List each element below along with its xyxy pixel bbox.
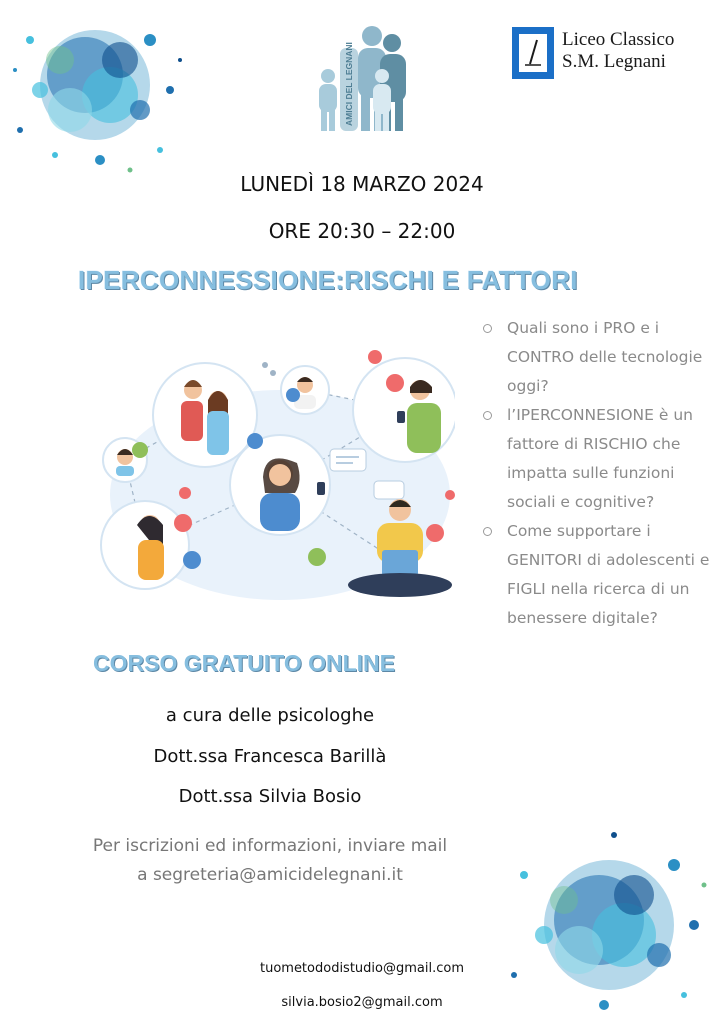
event-date: LUNEDÌ 18 MARZO 2024 (240, 172, 484, 196)
circle-bullet-icon (483, 324, 492, 333)
contact-email-1[interactable]: tuometododistudio@gmail.com (259, 961, 464, 976)
question-text: l’IPERCONNESIONE è un fattore di RISCHIO che impatta sulle funzioni sociali e cognitive? (507, 406, 693, 511)
circle-bullet-icon (483, 527, 492, 536)
registration-info (0, 832, 540, 890)
course-by: a cura delle psicologhe (165, 705, 375, 726)
registration-line-2[interactable]: a segreteria@amicidelegnani.it (137, 865, 403, 885)
social-network-illustration (95, 345, 455, 610)
speaker-1: Dott.ssa Francesca Barillà (153, 746, 387, 767)
course-title: CORSO GRATUITO ONLINE (93, 650, 395, 676)
event-time: ORE 20:30 – 22:00 (268, 219, 456, 243)
paint-splash-top-left (0, 0, 200, 190)
list-item (483, 401, 715, 517)
social-network-people-illustration-icon (95, 345, 455, 610)
questions-list (483, 314, 715, 633)
registration-line-1: Per iscrizioni ed informazioni, inviare mail (92, 836, 448, 856)
school-name (562, 29, 674, 73)
association-logo (310, 18, 415, 136)
school-name-line2: S.M. Legnani (562, 51, 666, 72)
question-text: Come supportare i GENITORI di adolescenti e FIGLI nella ricerca di un benessere digitale? (507, 522, 710, 627)
svg-text:AMICI DEL LEGNANI: AMICI DEL LEGNANI (344, 42, 354, 126)
family-silhouette-logo-icon (310, 18, 415, 136)
event-title: IPERCONNESSIONE:RISCHI E FATTORI (78, 265, 578, 295)
question-text: Quali sono i PRO e i CONTRO delle tecnologie oggi? (507, 319, 703, 395)
list-item (483, 517, 715, 633)
school-name-line1: Liceo Classico (562, 29, 675, 50)
pen-nib-logo-icon (519, 34, 547, 72)
list-item (483, 314, 715, 401)
circle-bullet-icon (483, 411, 492, 420)
contact-email-2[interactable]: silvia.bosio2@gmail.com (281, 995, 443, 1010)
speaker-2: Dott.ssa Silvia Bosio (178, 786, 362, 807)
